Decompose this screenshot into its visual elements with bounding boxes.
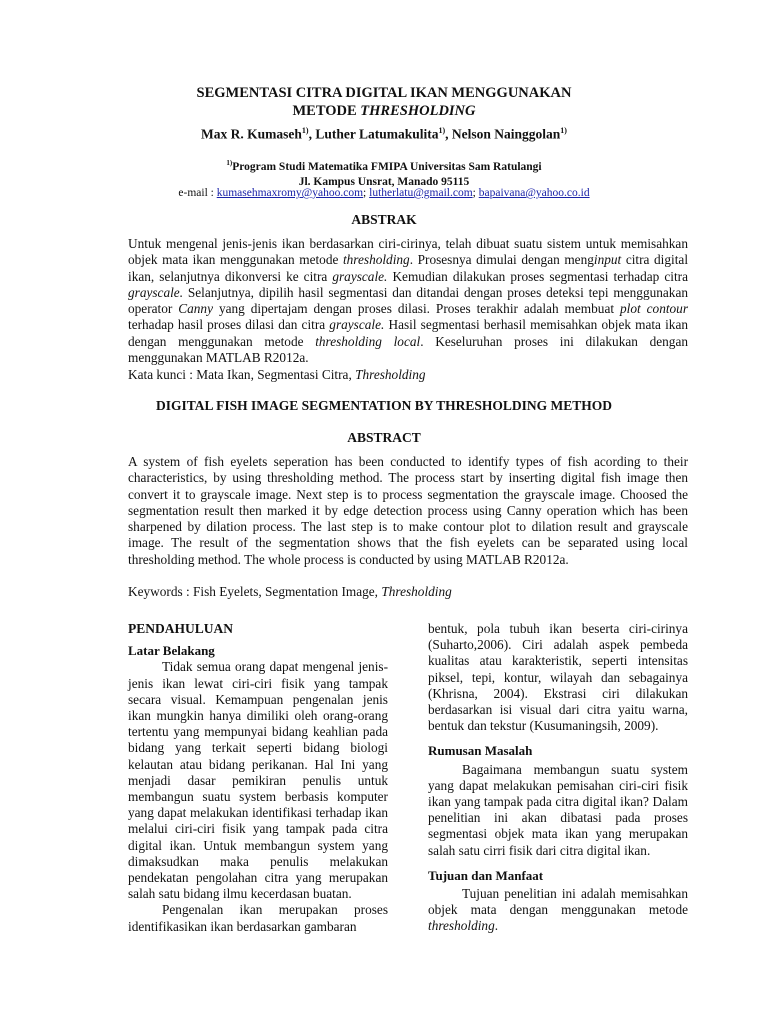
english-title: DIGITAL FISH IMAGE SEGMENTATION BY THRESHOLDING METHOD [155, 398, 613, 413]
paper-title-line2: METODE THRESHOLDING [292, 103, 476, 119]
subsection-heading-tujuan-manfaat: Tujuan dan Manfaat [428, 867, 544, 883]
italic-term: grayscale. [329, 317, 385, 333]
body-paragraph: Tidak semua orang dapat mengenal jenis-jenis ikan lewat ciri-ciri fisik yang tampak secara visual. Kemampuan pengenalan jenis ikan mungkin hanya dimiliki oleh orang-orang tertentu yang mempunyai bidang keahlian pada bidang yang terkait seperti bidang biologi kelautan atau bidang perikanan. Hal Ini yang menjadi dasar pemikiran penulis untuk membangun suatu system berbasis komputer yang dapat melakukan identifikasi terhadap ikan melalui ciri-ciri fisik yang tampak pada citra digital ikan. Untuk membangun system yang dimaksudkan maka penulis melakukan pendekatan pengolahan citra yang merupakan salah satu bidang ilmu kecerdasan buatan. [128, 659, 388, 902]
body-paragraph: Pengenalan ikan merupakan proses identifikasikan ikan berdasarkan gambaran [128, 902, 388, 934]
left-column [128, 621, 388, 935]
affiliation-mark: 1) [226, 159, 233, 167]
author-name: Nelson Nainggolan [451, 126, 561, 142]
abstract-heading: ABSTRACT [347, 430, 421, 445]
italic-term: plot contour [620, 301, 689, 317]
italic-term: thresholding [428, 918, 495, 934]
author-name: Max R. Kumaseh [201, 126, 302, 142]
section-heading-pendahuluan: PENDAHULUAN [128, 621, 234, 636]
italic-term: grayscale. [332, 268, 388, 284]
italic-term: thresholding [342, 252, 410, 268]
email-link[interactable]: kumasehmaxromy@yahoo.com [216, 187, 364, 199]
email-link[interactable]: bapaivana@yahoo.co.id [478, 187, 590, 199]
author-affiliation-mark: 1) [301, 126, 309, 135]
email-link[interactable]: lutherlatu@gmail.com [369, 187, 473, 199]
right-column [428, 621, 688, 935]
affiliation-address: Jl. Kampus Unsrat, Manado 95115 [298, 175, 470, 188]
abstrak-heading: ABSTRAK [351, 212, 417, 227]
abstrak-keywords: Kata kunci : Mata Ikan, Segmentasi Citra, Thresholding [128, 367, 426, 382]
author-affiliation-mark: 1) [438, 126, 446, 135]
italic-term: grayscale. [128, 284, 184, 300]
abstract-text: A system of fish eyelets seperation has been conducted to identify types of fish acording to their characteristics, by using thresholding method. The process start by inserting digital fish image then convert it to grayscale image. Next step is to process segmentation the grayscale image. Choosed the segmentation result then marked it by edge detection process using Canny operation which has been sharpened by dilation process. The last step is to make contour plot to dilation result and grayscale image. The result of the segmentation shows that the fish eyelets can be separated using local thresholding method. The whole process is conducted by using MATLAB R2012a. [128, 454, 688, 567]
italic-term: Canny [178, 301, 213, 317]
body-paragraph: Tujuan penelitian ini adalah memisahkan objek mata dengan menggunakan metode thresholding. [428, 886, 688, 934]
subsection-heading-rumusan-masalah: Rumusan Masalah [428, 743, 533, 759]
email-line: e-mail : kumasehmaxromy@yahoo.com; lutherlatu@gmail.com; bapaivana@yahoo.co.id [178, 187, 590, 199]
body-paragraph: bentuk, pola tubuh ikan beserta ciri-cirinya (Suharto,2006). Ciri adalah aspek pembeda kualitas atau karakteristik, seperti intensitas piksel, tepi, kontur, wilayah dan sebagainya (Khrisna, 2004). Ekstrasi ciri dilakukan berdasarkan isi visual dari citra yaitu warna, bentuk dan tekstur (Kusumaningsih, 2009). [428, 621, 688, 734]
body-paragraph: Bagaimana membangun suatu system yang dapat melakukan pemisahan ciri-ciri fisik ikan yang tampak pada citra digital ikan? Dalam penelitian ini akan dibatasi pada proses segmentasi objek mata ikan yang merupakan salah satu cirri fisik dari citra digital ikan. [428, 761, 688, 858]
author-list: Max R. Kumaseh$^{1)}$, Luther Latumakulita$^{1)}$, Nelson Nainggolan$^{1)}$ [201, 126, 567, 142]
affiliation [0, 156, 768, 190]
author-name: Luther Latumakulita [315, 126, 439, 142]
italic-term: input [593, 252, 622, 268]
italic-term: thresholding local [315, 333, 421, 349]
affiliation-institution: Program Studi Matematika FMIPA Universitas Sam Ratulangi [232, 160, 542, 173]
paper-title-line1: SEGMENTASI CITRA DIGITAL IKAN MENGGUNAKAN [196, 85, 572, 101]
paper-title [0, 84, 768, 120]
subsection-heading-latar-belakang: Latar Belakang [128, 643, 215, 659]
abstrak-text: Untuk mengenal jenis-jenis ikan berdasarkan ciri-cirinya, telah dibuat suatu sistem untuk memisahkan objek mata ikan menggunakan metode thresholding. Prosesnya dimulai dengan menginput citra digital ikan, selanjutnya dikonversi ke citra grayscale. Kemudian dilakukan proses segmentasi terhadap citra grayscale. Selanjutnya, dipilih hasil segmentasi dan ditandai dengan proses deteksi tepi menggunakan operator Canny yang dipertajam dengan proses dilasi. Proses terakhir adalah membuat plot contour terhadap hasil proses dilasi dan citra grayscale. Hasil segmentasi berhasil memisahkan objek mata ikan dengan menggunakan metode thresholding local. Keseluruhan proses ini dilakukan dengan menggunakan MATLAB R2012a. [128, 236, 689, 366]
author-affiliation-mark: 1) [560, 126, 567, 135]
abstract-keywords: Keywords : Fish Eyelets, Segmentation Image, Thresholding [128, 584, 452, 599]
